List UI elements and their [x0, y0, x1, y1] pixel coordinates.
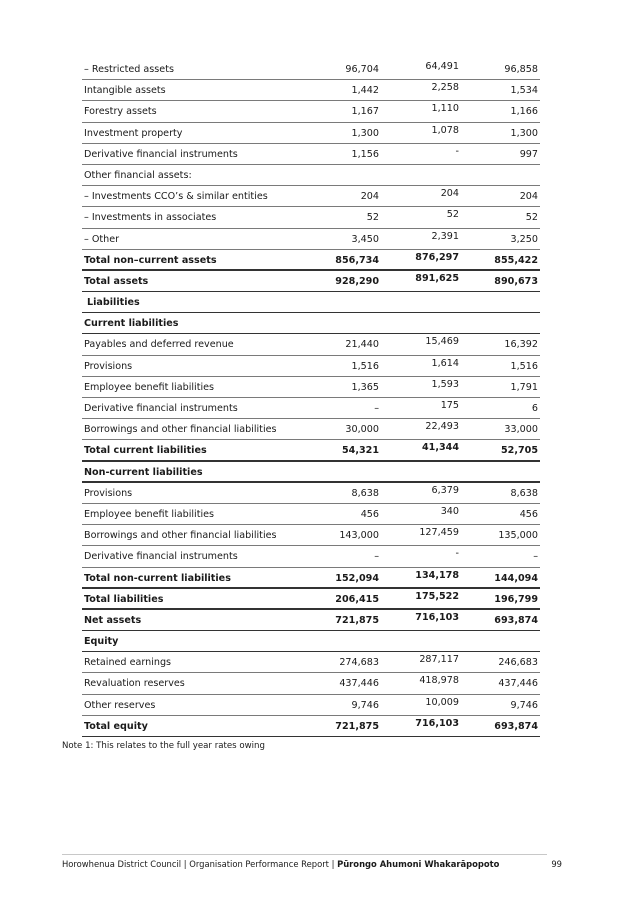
value-cell-c3: 144,094 — [494, 572, 538, 584]
table-row — [82, 589, 540, 610]
value-cell-c3: 997 — [519, 148, 538, 160]
row-label: Equity — [84, 636, 119, 648]
table-row — [82, 229, 540, 250]
value-cell-c1: 54,321 — [341, 445, 379, 457]
value-cell-c1: 143,000 — [339, 530, 379, 542]
value-cell-c2: 1,614 — [431, 357, 459, 369]
table-row — [82, 483, 540, 504]
row-label: Retained earnings — [84, 657, 172, 669]
table-row — [82, 271, 540, 292]
value-cell-c3: 204 — [519, 191, 538, 203]
value-cell-c3: 437,446 — [498, 678, 538, 690]
value-cell-c3: 855,422 — [494, 254, 538, 266]
value-cell-c3: 135,000 — [498, 530, 538, 542]
value-cell-c3: 1,534 — [510, 85, 538, 97]
value-cell-c2: 2,391 — [431, 230, 459, 242]
value-cell-c3: 890,673 — [494, 275, 538, 287]
table-row — [82, 356, 540, 377]
row-label: Other financial assets: — [84, 169, 192, 181]
value-cell-c3: 196,799 — [494, 593, 538, 605]
value-cell-c1: 152,094 — [335, 572, 379, 584]
value-cell-c1: 3,450 — [351, 233, 379, 245]
table-row — [82, 250, 540, 271]
table-row — [82, 313, 540, 334]
value-cell-c1: 30,000 — [345, 424, 379, 436]
value-cell-c2: 175,522 — [415, 590, 459, 602]
value-cell-c2: 876,297 — [415, 251, 459, 263]
value-cell-c1: 274,683 — [339, 657, 379, 669]
value-cell-c1: 1,516 — [351, 360, 379, 372]
row-label: Total equity — [84, 720, 148, 732]
value-cell-c1: – — [374, 551, 379, 563]
value-cell-c1: 206,415 — [335, 593, 379, 605]
value-cell-c2: 340 — [440, 505, 459, 517]
row-label: Derivative financial instruments — [84, 403, 238, 414]
table-row — [82, 59, 540, 80]
row-label: Payables and deferred revenue — [84, 339, 234, 351]
table-row — [82, 144, 540, 165]
value-cell-c2: 2,258 — [431, 82, 459, 94]
row-label: Non-current liabilities — [84, 466, 203, 478]
table-row — [82, 568, 540, 589]
row-label: Total liabilities — [84, 593, 164, 605]
table-row — [82, 695, 540, 716]
row-label: Derivative financial instruments — [84, 148, 238, 160]
table-row — [82, 631, 540, 652]
row-label: Intangible assets — [84, 85, 166, 97]
value-cell-c1: 437,446 — [339, 678, 379, 690]
row-label: Provisions — [84, 360, 133, 372]
value-cell-c3: 33,000 — [504, 424, 538, 436]
value-cell-c3: 9,746 — [510, 699, 538, 711]
value-cell-c3: 6 — [531, 403, 538, 414]
value-cell-c2: - — [455, 548, 459, 560]
value-cell-c3: 456 — [519, 508, 538, 520]
footer-org-text: Horowhenua District Council | Organisation Performance Report | — [62, 859, 338, 869]
financial-position-table — [82, 59, 540, 737]
value-cell-c1: 856,734 — [335, 254, 379, 266]
value-cell-c1: 1,156 — [351, 148, 379, 160]
row-label: – Other — [84, 233, 120, 245]
value-cell-c2: 418,978 — [419, 675, 459, 687]
value-cell-c3: 52 — [525, 212, 538, 224]
row-label: Total current liabilities — [84, 445, 207, 457]
footer-report-title: Pūrongo Ahumoni Whakarāpopoto — [337, 859, 500, 869]
value-cell-c1: 9,746 — [351, 699, 379, 711]
value-cell-c2: 716,103 — [415, 717, 459, 729]
value-cell-c1: 1,167 — [351, 106, 379, 118]
row-label: Liabilities — [87, 297, 140, 309]
value-cell-c2: 15,469 — [425, 336, 459, 348]
table-row — [82, 462, 540, 483]
value-cell-c3: 246,683 — [498, 657, 538, 669]
value-cell-c1: – — [374, 403, 379, 414]
row-label: Revaluation reserves — [84, 678, 185, 690]
footer-divider — [62, 854, 547, 855]
value-cell-c1: 456 — [360, 508, 379, 520]
value-cell-c2: 41,344 — [421, 442, 459, 454]
row-label: Borrowings and other financial liabilities — [84, 530, 277, 542]
value-cell-c3: 693,874 — [494, 720, 538, 732]
table-row — [82, 292, 540, 313]
value-cell-c3: 96,858 — [504, 64, 538, 75]
table-row — [82, 504, 540, 525]
value-cell-c2: 64,491 — [425, 61, 459, 72]
row-label: – Restricted assets — [84, 64, 174, 75]
table-row — [82, 673, 540, 694]
row-label: Current liabilities — [84, 318, 179, 330]
row-label: Other reserves — [84, 699, 156, 711]
value-cell-c2: 52 — [446, 209, 459, 221]
table-row — [82, 80, 540, 101]
table-row — [82, 525, 540, 546]
row-label: Employee benefit liabilities — [84, 508, 215, 520]
table-row — [82, 440, 540, 461]
value-cell-c1: 21,440 — [345, 339, 379, 351]
value-cell-c3: 1,516 — [510, 360, 538, 372]
row-label: Forestry assets — [84, 106, 157, 118]
value-cell-c1: 1,300 — [351, 127, 379, 139]
row-label: Provisions — [84, 487, 133, 499]
row-label: – Investments in associates — [84, 212, 217, 224]
row-label: Total assets — [84, 275, 149, 287]
value-cell-c1: 721,875 — [335, 614, 379, 626]
row-label: Employee benefit liabilities — [84, 381, 215, 393]
row-label: Total non-current liabilities — [84, 572, 231, 584]
row-label: Borrowings and other financial liabilities — [84, 424, 277, 436]
value-cell-c2: 127,459 — [419, 527, 459, 539]
value-cell-c2: 1,110 — [431, 103, 459, 115]
value-cell-c1: 204 — [360, 191, 379, 203]
page-footer — [62, 859, 499, 869]
table-row — [82, 165, 540, 186]
table-row — [82, 123, 540, 144]
table-row — [82, 398, 540, 419]
value-cell-c2: 287,117 — [419, 654, 459, 666]
value-cell-c1: 928,290 — [335, 275, 379, 287]
value-cell-c1: 52 — [366, 212, 379, 224]
value-cell-c3: 1,300 — [510, 127, 538, 139]
row-label: Investment property — [84, 127, 183, 139]
page-number: 99 — [551, 859, 562, 869]
table-row — [82, 652, 540, 673]
value-cell-c2: 1,078 — [431, 124, 459, 136]
value-cell-c1: 96,704 — [345, 64, 379, 75]
value-cell-c3: 16,392 — [504, 339, 538, 351]
value-cell-c3: 3,250 — [510, 233, 538, 245]
table-row — [82, 419, 540, 440]
value-cell-c2: 10,009 — [425, 696, 459, 708]
row-label: Total non–current assets — [84, 254, 217, 266]
value-cell-c2: 1,593 — [431, 378, 459, 390]
value-cell-c2: 6,379 — [431, 484, 459, 496]
value-cell-c2: 891,625 — [415, 272, 459, 284]
table-row — [82, 546, 540, 567]
value-cell-c2: 22,493 — [425, 421, 459, 433]
value-cell-c2: 204 — [440, 188, 459, 200]
row-label: Net assets — [84, 614, 142, 626]
table-row — [82, 186, 540, 207]
table-row — [82, 716, 540, 737]
table-row — [82, 101, 540, 122]
row-label: Derivative financial instruments — [84, 551, 238, 563]
value-cell-c3: 693,874 — [494, 614, 538, 626]
value-cell-c3: 1,166 — [510, 106, 538, 118]
value-cell-c3: 1,791 — [510, 381, 538, 393]
table-row — [82, 610, 540, 631]
value-cell-c3: 8,638 — [510, 487, 538, 499]
value-cell-c2: - — [455, 145, 459, 157]
value-cell-c2: 175 — [440, 400, 459, 411]
value-cell-c2: 716,103 — [415, 611, 459, 623]
table-row — [82, 334, 540, 355]
table-row — [82, 207, 540, 228]
value-cell-c1: 721,875 — [335, 720, 379, 732]
value-cell-c1: 1,365 — [351, 381, 379, 393]
value-cell-c1: 8,638 — [351, 487, 379, 499]
value-cell-c3: 52,705 — [500, 445, 538, 457]
table-row — [82, 377, 540, 398]
footnote: Note 1: This relates to the full year rates owing — [62, 741, 265, 751]
value-cell-c1: 1,442 — [351, 85, 379, 97]
value-cell-c3: – — [533, 551, 538, 563]
value-cell-c2: 134,178 — [415, 569, 459, 581]
row-label: – Investments CCO’s & similar entities — [84, 191, 268, 203]
